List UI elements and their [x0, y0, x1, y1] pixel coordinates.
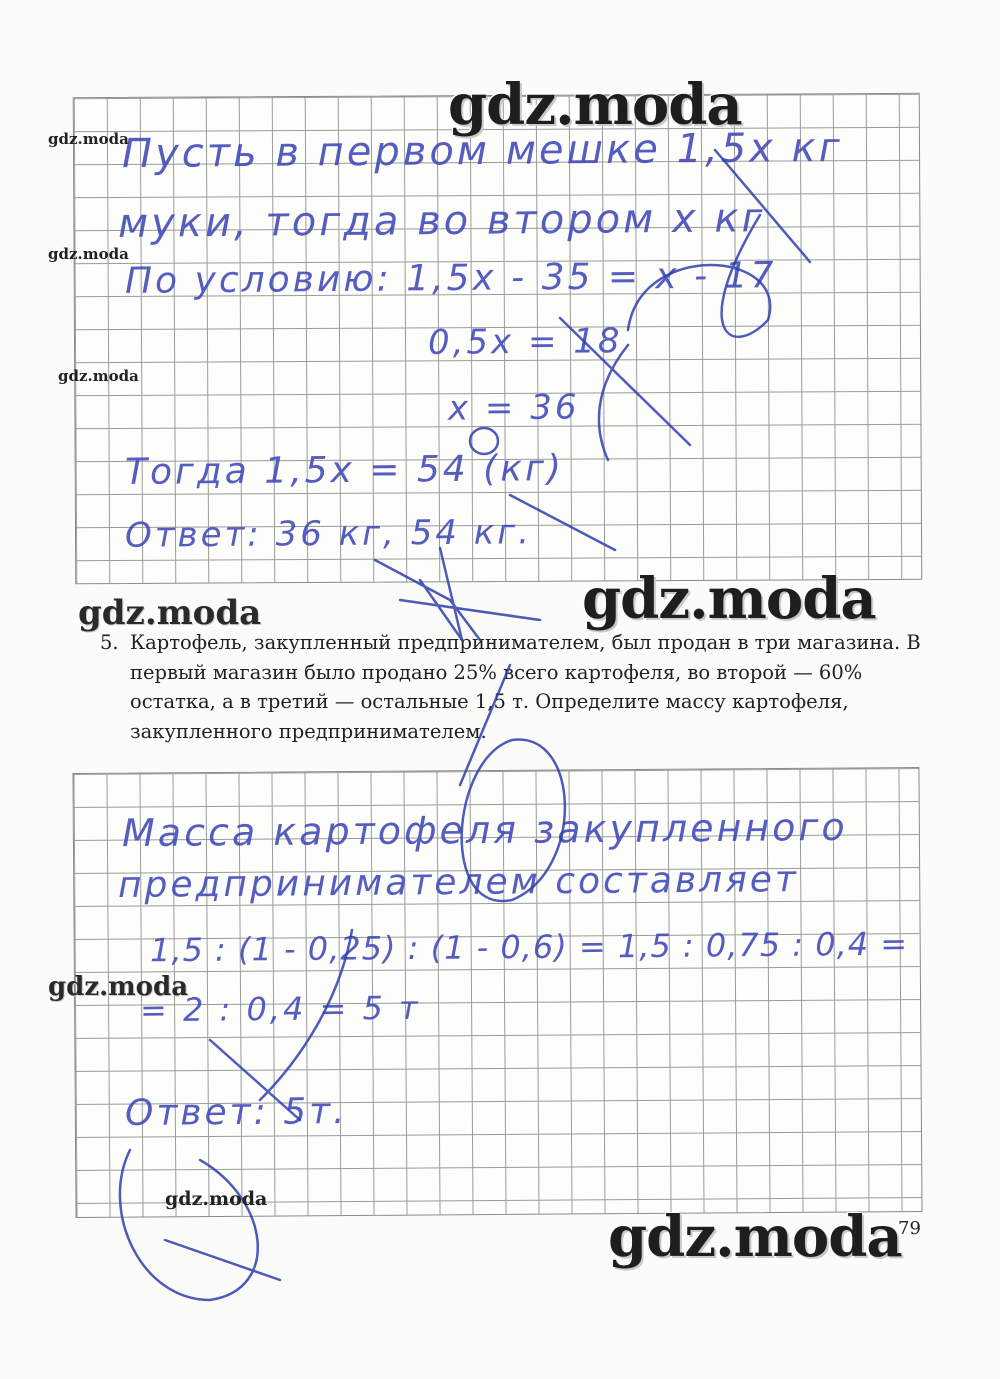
handwritten-line-3: По условию: 1,5х - 35 = х - 17	[124, 255, 777, 302]
handwritten-line-7: Ответ: 36 кг, 54 кг.	[124, 512, 533, 556]
watermark-small-4: gdz.moda	[165, 1188, 268, 1210]
problem-text: Картофель, закупленный предпринимателем, был продан в три магазина. В первый магазин было продано 25% всего картофеля, во второй — 60% остатка, а в третий — остальные 1,5 т. Определите массу картофеля, закупленного предпринимателем.	[130, 631, 921, 743]
watermark-mid-lower: gdz.moda	[48, 972, 189, 1002]
page-number: 79	[898, 1218, 921, 1239]
watermark-mid-right: gdz.moda	[582, 566, 876, 632]
handwritten-line-6: Тогда 1,5х = 54 (кг)	[124, 448, 565, 493]
handwritten-line-11: = 2 : 0,4 = 5 т	[139, 988, 421, 1030]
handwritten-line-1: Пусть в первом мешке 1,5х кг	[121, 124, 843, 178]
watermark-small-1: gdz.moda	[48, 130, 129, 148]
handwritten-line-12: Ответ: 5т.	[124, 1091, 348, 1134]
handwritten-line-8: Масса картофеля закупленного	[121, 804, 848, 856]
watermark-small-3: gdz.moda	[58, 367, 139, 385]
handwritten-line-9: предпринимателем составляет	[117, 859, 800, 906]
watermark-top: gdz.moda	[448, 72, 742, 138]
handwritten-line-4: 0,5х = 18	[427, 321, 623, 363]
handwritten-line-5: х = 36	[447, 387, 580, 429]
handwritten-line-10: 1,5 : (1 - 0,25) : (1 - 0,6) = 1,5 : 0,75 : 0,4 =	[149, 924, 909, 970]
handwritten-line-2: муки, тогда во втором х кг	[117, 195, 766, 247]
problem-number: 5.	[100, 631, 119, 654]
watermark-small-2: gdz.moda	[48, 245, 129, 263]
watermark-bottom: gdz.moda	[608, 1204, 902, 1270]
watermark-mid-left: gdz.moda	[78, 593, 262, 633]
